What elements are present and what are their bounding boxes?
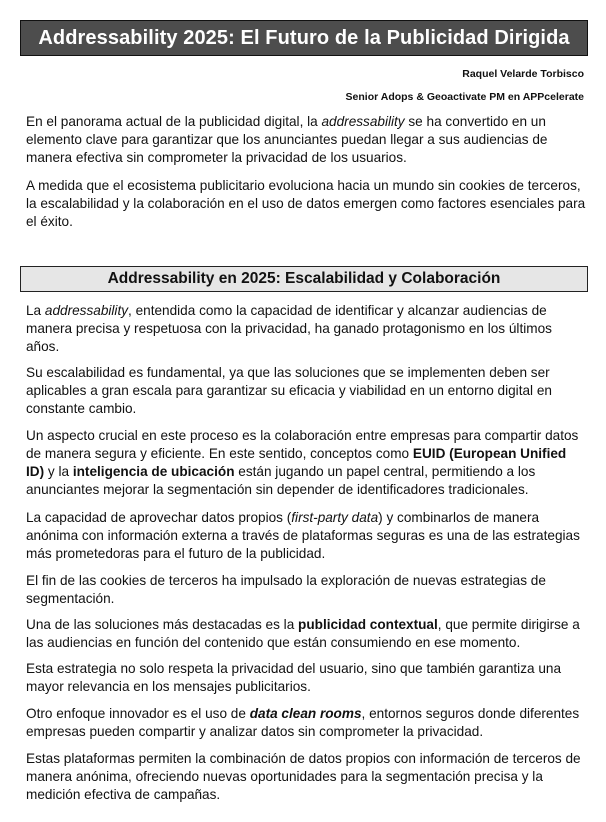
text-run: , entornos seguros donde diferentes empresas pueden compartir y analizar datos sin comprometer la privacidad. xyxy=(26,706,580,739)
section-paragraph-3 xyxy=(26,427,586,499)
author-name: Raquel Velarde Torbisco xyxy=(462,68,584,80)
bold-term: EUID (European Unified ID) xyxy=(26,446,567,479)
text-run: , que permite dirigirse a las audiencias en función del contenido que están consumiendo en ese momento. xyxy=(26,617,580,650)
section-paragraph-9: Estas plataformas permiten la combinación de datos propios con información de terceros de manera anónima, ofreciendo nuevas oportunidades para la segmentación precisa y la medición efectiva de campañas. xyxy=(26,751,581,802)
section-paragraph-7: Esta estrategia no solo respeta la privacidad del usuario, sino que también garantiza una mayor relevancia en los mensajes publicitarios. xyxy=(26,661,562,694)
text-run: ) y combinarlos de manera anónima con información externa a través de plataformas seguras es una de las estrategias más prometedoras para el futuro de la publicidad. xyxy=(26,510,580,561)
italic-term: first-party data xyxy=(291,510,379,525)
section-paragraph-4 xyxy=(26,509,586,563)
text-run: Un aspecto crucial en este proceso es la colaboración entre empresas para compartir datos de manera segura y eficiente. En este sentido, conceptos como xyxy=(26,428,579,461)
document-title: Addressability 2025: El Futuro de la Publicidad Dirigida xyxy=(38,26,570,49)
text-run: Una de las soluciones más destacadas es la xyxy=(26,617,299,632)
text-run: , entendida como la capacidad de identificar y alcanzar audiencias de manera precisa y respetuosa con la privacidad, ha ganado protagonismo en los últimos años. xyxy=(26,303,552,354)
text-run: y la xyxy=(44,464,73,479)
section-heading: Addressability en 2025: Escalabilidad y Colaboración xyxy=(107,270,501,287)
italic-term: addressability xyxy=(321,114,405,129)
section-paragraph-6 xyxy=(26,616,586,652)
text-run: La xyxy=(26,303,45,318)
section-paragraph-2: Su escalabilidad es fundamental, ya que las soluciones que se implementen deben ser aplicables a gran escala para garantizar su eficacia y viabilidad en un entorno digital en constante cambio. xyxy=(26,365,552,416)
section-heading-bar xyxy=(20,266,588,292)
intro-paragraph-2: A medida que el ecosistema publicitario evoluciona hacia un mundo sin cookies de terceros, la escalabilidad y la colaboración en el uso de datos emergen como factores esenciales para el éxito. xyxy=(26,178,586,229)
author-role: Senior Adops & Geoactivate PM en APPcelerate xyxy=(345,91,584,103)
text-run: En el panorama actual de la publicidad digital, la xyxy=(26,114,322,129)
bold-italic-term: data clean rooms xyxy=(249,706,362,721)
text-run: Otro enfoque innovador es el uso de xyxy=(26,706,250,721)
section-paragraph-1 xyxy=(26,302,586,356)
text-run: están jugando un papel central, permitiendo a los anunciantes mejorar la segmentación sin depender de identificadores tradicionales. xyxy=(26,464,536,497)
text-run: La capacidad de aprovechar datos propios ( xyxy=(26,510,292,525)
italic-term: addressability xyxy=(44,303,129,318)
document-title-bar xyxy=(20,20,588,56)
bold-term: inteligencia de ubicación xyxy=(72,464,235,479)
text-run: se ha convertido en un elemento clave para garantizar que los anunciantes puedan llegar a sus audiencias de manera efectiva sin comprometer la privacidad de los usuarios. xyxy=(26,114,548,165)
intro-paragraph-1 xyxy=(26,113,586,167)
bold-term: publicidad contextual xyxy=(298,617,438,632)
section-paragraph-8 xyxy=(26,705,586,741)
section-paragraph-5: El fin de las cookies de terceros ha impulsado la exploración de nuevas estrategias de segmentación. xyxy=(26,573,546,606)
